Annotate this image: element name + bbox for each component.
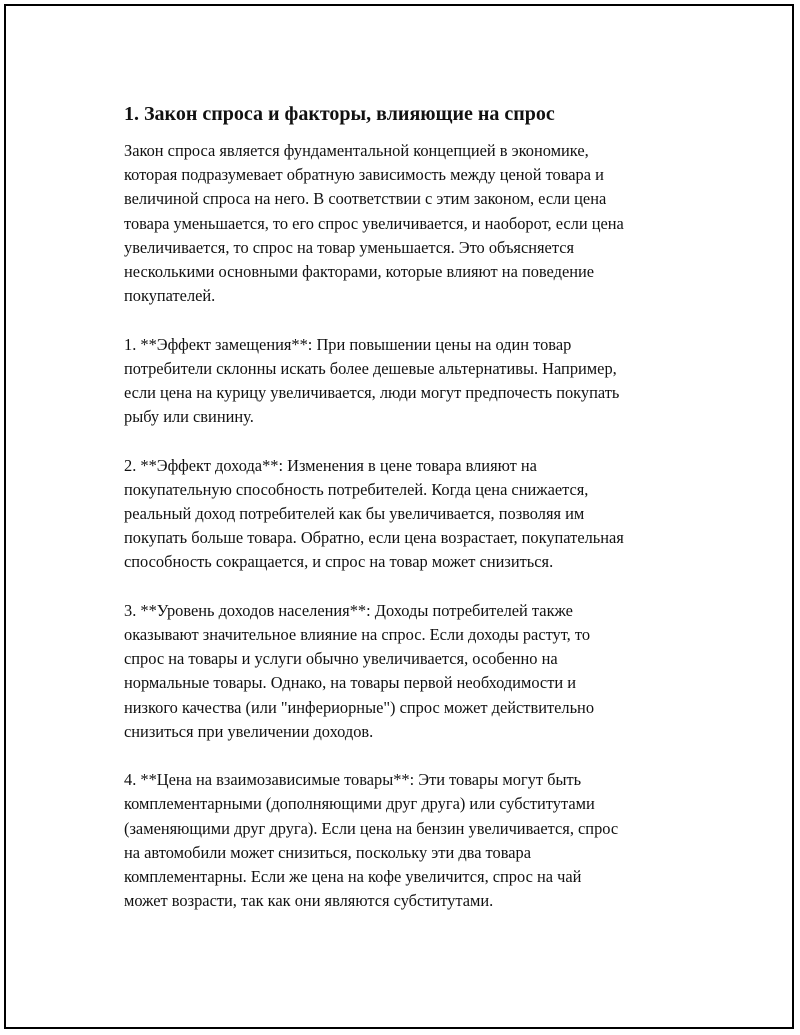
text-line: может возрасти, так как они являются субститутами. [124, 891, 494, 911]
text-line: реальный доход потребителей как бы увеличивается, позволяя им [124, 504, 585, 524]
text-line: (заменяющими друг друга). Если цена на бензин увеличивается, спрос [124, 818, 619, 838]
text-line: рыбу или свинину. [124, 407, 254, 427]
paragraph-income-effect [124, 454, 699, 575]
text-line: снизиться при увеличении доходов. [124, 721, 374, 741]
text-line: покупательную способность потребителей. Когда цена снижается, [124, 479, 589, 499]
text-line: 1. **Эффект замещения**: При повышении цены на один товар [124, 334, 572, 354]
text-line: товара уменьшается, то его спрос увеличивается, и наоборот, если цена [124, 213, 624, 233]
document-body [124, 101, 699, 913]
text-line: оказывают значительное влияние на спрос. Если доходы растут, то [124, 625, 591, 645]
text-line: комплементарными (дополняющими друг друга) или субститутами [124, 794, 595, 814]
text-line: на автомобили может снизиться, поскольку эти два товара [124, 842, 531, 862]
paragraph-income-level [124, 599, 699, 744]
text-line: спрос на товары и услуги обычно увеличивается, особенно на [124, 649, 558, 669]
text-line: способность сокращается, и спрос на товар может снизиться. [124, 552, 554, 572]
text-line: низкого качества (или "инфериорные") спрос может действительно [124, 697, 595, 717]
paragraph-substitution-effect [124, 333, 699, 430]
text-line: нормальные товары. Однако, на товары первой необходимости и [124, 673, 577, 693]
text-line: несколькими основными факторами, которые влияют на поведение [124, 262, 595, 282]
text-line: потребители склонны искать более дешевые альтернативы. Например, [124, 358, 617, 378]
text-line: если цена на курицу увеличивается, люди могут предпочесть покупать [124, 383, 620, 403]
page-frame [4, 4, 794, 1029]
paragraph-intro [124, 139, 699, 308]
text-line: увеличивается, то спрос на товар уменьшается. Это объясняется [124, 237, 575, 257]
text-line: комплементарны. Если же цена на кофе увеличится, спрос на чай [124, 867, 582, 887]
text-line: покупателей. [124, 286, 216, 306]
text-line: 3. **Уровень доходов населения**: Доходы потребителей также [124, 600, 573, 620]
text-line: 4. **Цена на взаимозависимые товары**: Эти товары могут быть [124, 770, 582, 790]
text-line: Закон спроса является фундаментальной концепцией в экономике, [124, 141, 589, 160]
document-title: 1. Закон спроса и факторы, влияющие на спрос [124, 103, 555, 125]
text-line: покупать больше товара. Обратно, если цена возрастает, покупательная [124, 528, 624, 548]
text-line: 2. **Эффект дохода**: Изменения в цене товара влияют на [124, 455, 537, 475]
text-line: которая подразумевает обратную зависимость между ценой товара и [124, 165, 604, 185]
text-line: величиной спроса на него. В соответствии с этим законом, если цена [124, 189, 607, 209]
paragraph-related-goods [124, 768, 699, 913]
